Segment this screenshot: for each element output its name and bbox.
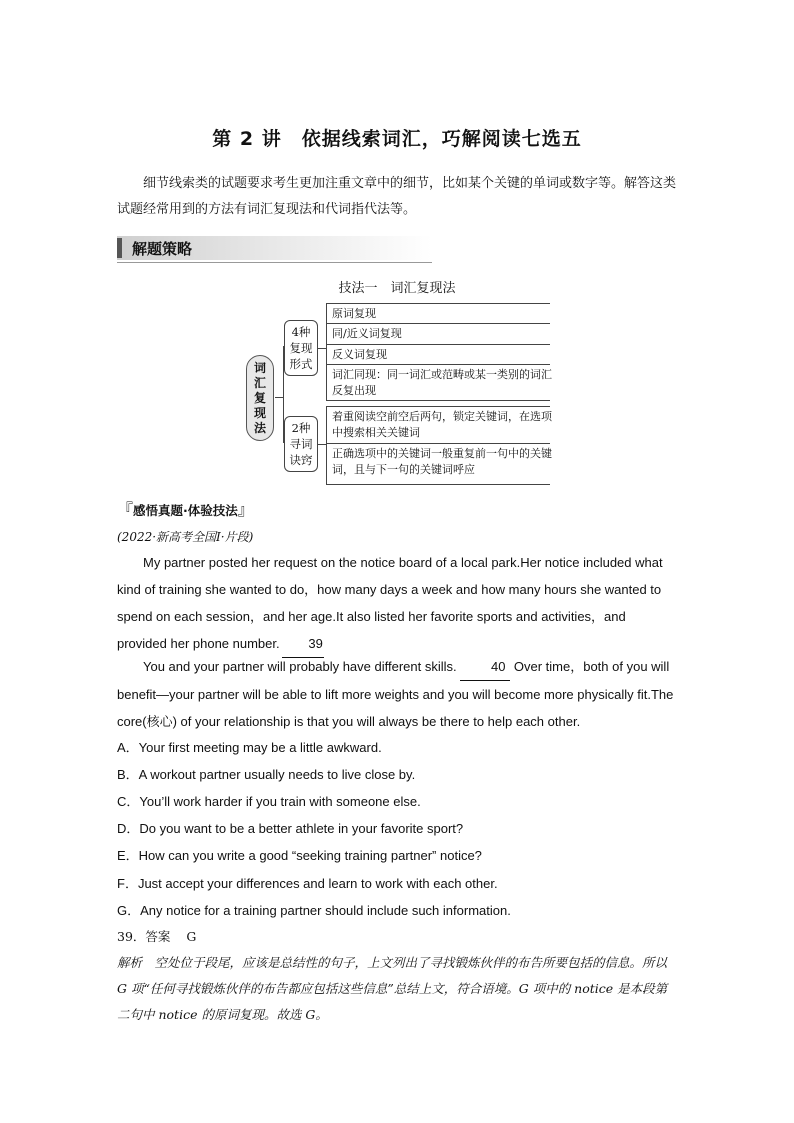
branch2-label: [284, 416, 318, 472]
option-f: F．Just accept your differences and learn to work with each other.: [117, 876, 498, 891]
section-title: 解题策略: [132, 240, 193, 258]
answer-value: G: [186, 929, 197, 944]
passage-text: You and your partner will probably have different skills.: [143, 659, 457, 674]
item-line: [326, 400, 550, 401]
root-char: 复: [253, 391, 266, 405]
label-line: 寻词: [289, 437, 313, 451]
blank-39: 39: [282, 630, 324, 658]
branch2-item: 着重阅读空前空后两句，锁定关键词，在选项中搜索相关关键词: [332, 410, 552, 439]
option-a: A．Your first meeting may be a little awkward.: [117, 740, 382, 755]
label-line: 4种: [291, 325, 311, 339]
branch1-item: 反义词复现: [332, 348, 387, 361]
method-diagram: [240, 303, 550, 485]
section-marker: [117, 238, 122, 258]
connector: [326, 303, 327, 400]
method-title: 技法一 词汇复现法: [338, 281, 456, 296]
analysis-paragraph: 解析 空处位于段尾，应该是总结性的句子，上文列出了寻找锻炼伙伴的布告所要包括的信息。所以 G 项“任何寻找锻炼伙伴的布告都应包括这些信息”总结上文，符合语境。G 项中的 notice 是本段第二句中 notice 的原词复现。故选 G。: [117, 955, 668, 1022]
section-header: [117, 236, 432, 260]
diagram-root: [246, 355, 274, 441]
section-divider: [117, 262, 432, 263]
intro-paragraph: 细节线索类的试题要求考生更加注重文章中的细节，比如某个关键的单词或数字等。解答这类试题经常用到的方法有词汇复现法和代词指代法等。: [117, 176, 677, 217]
passage-text: Over time，both of you will benefit—your partner will be able to lift more weights and you will become more physically fit.The core(核心) of your relationship is that you will always be there to help each other.: [117, 659, 674, 729]
item-line: [326, 484, 550, 485]
label-line: 诀窍: [289, 453, 313, 467]
blank-40: 40: [460, 653, 510, 681]
answer-line: [117, 927, 196, 945]
passage-paragraph-2: [117, 653, 679, 735]
label-line: 形式: [289, 357, 313, 371]
option-b: B．A workout partner usually needs to live close by.: [117, 767, 416, 782]
connector: [318, 444, 326, 445]
root-char: 汇: [253, 376, 266, 390]
branch1-item: 词汇同现：同一词汇或范畴或某一类别的词汇反复出现: [332, 368, 552, 397]
root-char: 现: [253, 406, 266, 420]
source-note: (2022·新高考全国Ⅰ·片段): [117, 530, 254, 544]
connector: [326, 406, 327, 484]
branch1-item: 原词复现: [332, 307, 376, 320]
bracket-close: 』: [237, 500, 254, 519]
bracket-open: 『: [117, 500, 134, 519]
answer-label: 39．答案: [117, 929, 171, 944]
subheading-text: 感悟真题·体验技法: [133, 503, 238, 518]
root-char: 法: [253, 421, 266, 435]
option-c: C．You’ll work harder if you train with someone else.: [117, 794, 421, 809]
branch1-label: [284, 320, 318, 376]
label-line: 2种: [291, 421, 311, 435]
subheading: [117, 497, 254, 520]
root-char: 词: [253, 361, 266, 375]
connector: [275, 397, 283, 398]
branch2-item: 正确选项中的关键词一般重复前一句中的关键词，且与下一句的关键词呼应: [332, 447, 552, 476]
option-g: G．Any notice for a training partner should include such information.: [117, 903, 511, 918]
passage-text: My partner posted her request on the notice board of a local park.Her notice included what kind of training she wanted to do，how many days a week and how many hours she wanted to spend on each session，and her age.It also listed her favorite sports and activities，and provided her phone number.: [117, 555, 663, 651]
branch1-item: 同/近义词复现: [332, 327, 402, 340]
passage-paragraph-1: [117, 549, 679, 658]
option-e: E．How can you write a good “seeking training partner” notice?: [117, 848, 482, 863]
option-d: D．Do you want to be a better athlete in your favorite sport?: [117, 821, 464, 836]
label-line: 复现: [289, 341, 313, 355]
page-title: 第 2 讲 依据线索词汇，巧解阅读七选五: [212, 128, 582, 150]
connector: [318, 348, 326, 349]
